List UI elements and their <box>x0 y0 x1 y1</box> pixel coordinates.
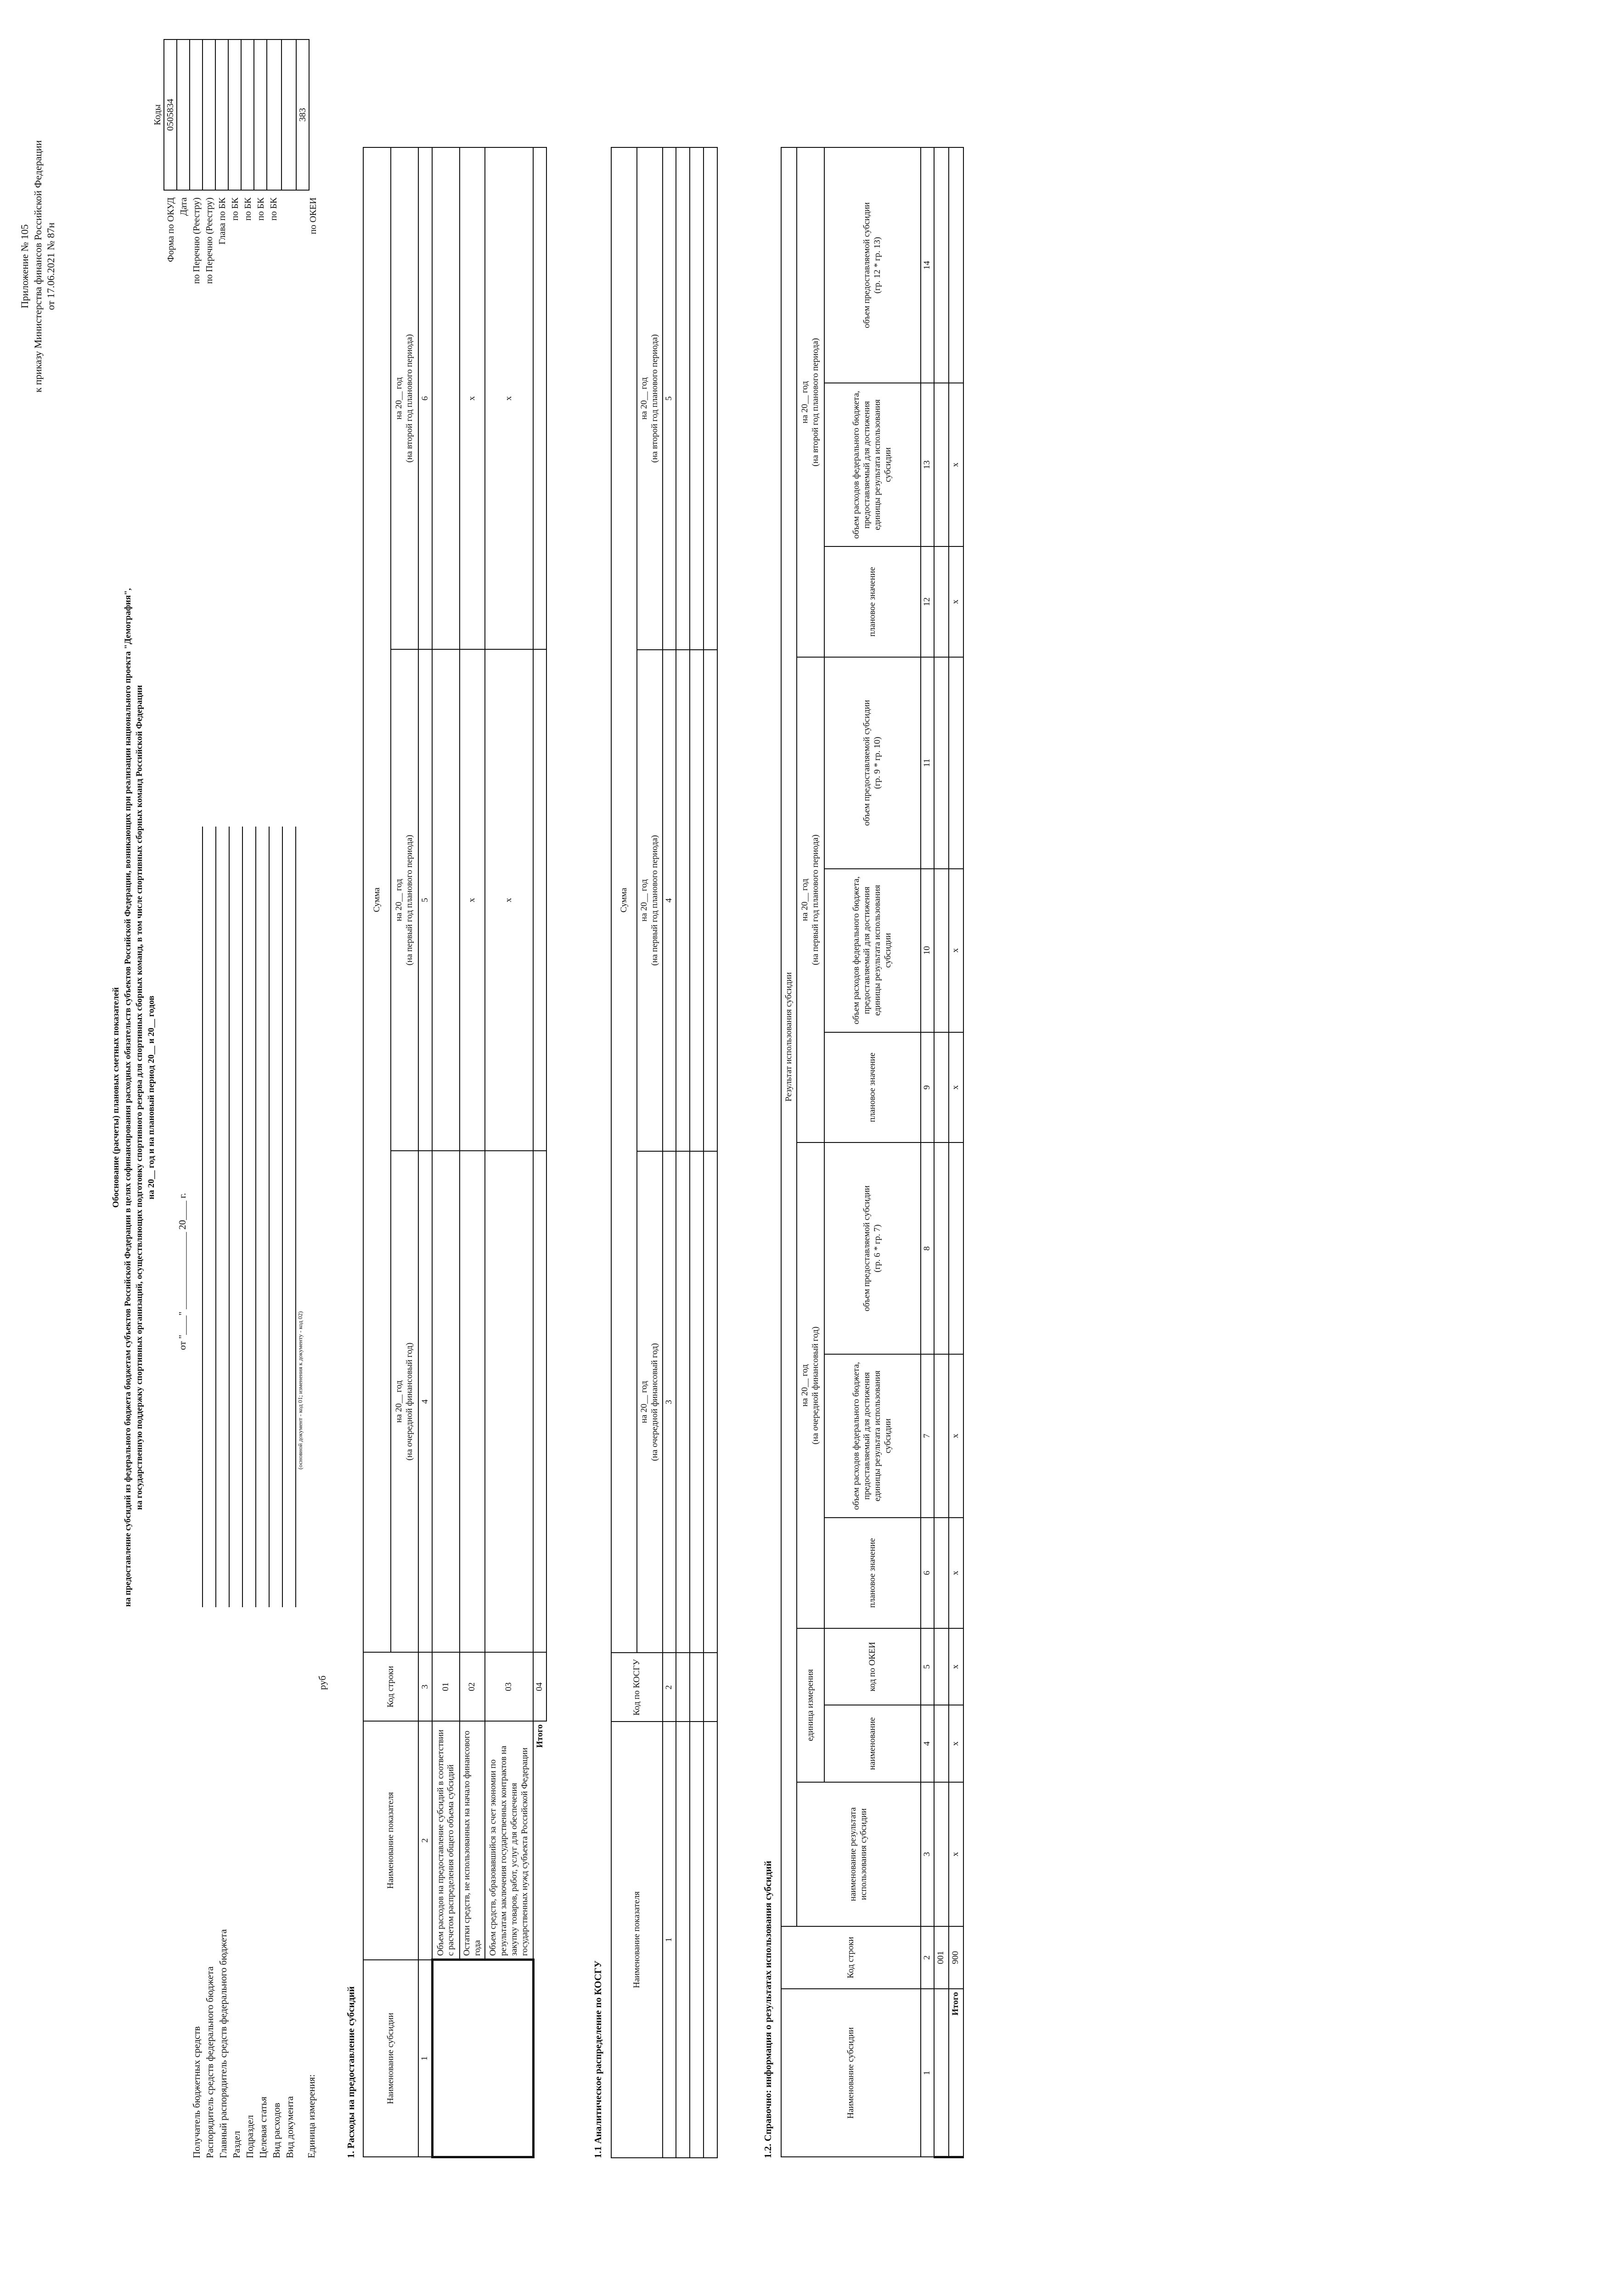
col-number: 2 <box>921 1926 934 1989</box>
result-cell[interactable] <box>934 546 949 657</box>
col-unit-name: наименование <box>824 1705 921 1782</box>
line-code: 001 <box>934 1926 949 1989</box>
indicator-name: Объем средств, образовавшийся за счет экономии по результатам заключения государственных контрактов на закупку товаров, работ, услуг для обеспечения государственных нужд субъекта Российской Федерации <box>485 1721 533 1960</box>
title-line: на предоставление субсидий из федерального бюджета бюджетам субъектов Российской Федерации в целях софинансирования расходных обязательств субъектов Российской Федерации, возникающих при реализации национального проекта "Демография", <box>123 588 133 1607</box>
total-label: Итого <box>949 1989 963 2157</box>
code-label: Дата <box>179 197 189 216</box>
okei-code-cell[interactable]: 383 <box>296 39 309 190</box>
col-cost: объем расходов федерального бюджета, предоставляемый для достижения единицы результата использования субсидии <box>824 1354 921 1518</box>
kosgu-row-cell[interactable] <box>690 147 704 650</box>
code-label: по БК <box>230 197 240 221</box>
code-cell[interactable] <box>190 39 203 190</box>
result-cell[interactable] <box>934 1354 949 1518</box>
result-cell[interactable] <box>934 383 949 546</box>
x-cell: x <box>460 147 485 649</box>
col-cost: объем расходов федерального бюджета, предоставляемый для достижения единицы результата использования субсидии <box>824 383 921 546</box>
header-label: Целевая статья <box>258 2096 269 2158</box>
header-label: Вид документа <box>284 2096 295 2158</box>
value-cell[interactable] <box>485 1151 533 1652</box>
col-number: 2 <box>663 1653 676 1722</box>
col-year2-sub: (на первый год планового периода) <box>405 834 414 966</box>
expense-type-field[interactable] <box>282 827 283 1607</box>
kosgu-row-cell[interactable] <box>704 147 717 650</box>
appendix-line: к приказу Министерства финансов Российской Федерации <box>32 140 44 393</box>
total-cell[interactable] <box>949 657 963 869</box>
total-cell[interactable] <box>533 147 546 649</box>
result-cell[interactable] <box>934 657 949 869</box>
col-year2-label: на 20__ год <box>639 879 649 922</box>
form-sheet <box>18 37 1442 2158</box>
appendix-line: от 17.06.2021 № 87н <box>45 222 57 310</box>
result-cell[interactable] <box>934 1518 949 1628</box>
col-number: 4 <box>921 1705 934 1782</box>
kosgu-row-cell[interactable] <box>676 1653 690 1722</box>
code-cell[interactable] <box>228 39 241 190</box>
kosgu-row-cell[interactable] <box>690 1722 704 2158</box>
col-year3 <box>637 147 663 650</box>
total-cell[interactable] <box>533 1151 546 1652</box>
x-cell: x <box>949 383 963 546</box>
line-code: 02 <box>460 1652 485 1721</box>
x-cell: x <box>949 1032 963 1143</box>
indicator-name: Объем расходов на предоставление субсидий в соответствии с расчетом распределения общего объема субсидий <box>432 1721 460 1960</box>
total-cell[interactable] <box>949 1142 963 1354</box>
code-label-okei: по ОКЕИ <box>308 197 318 235</box>
kosgu-row-cell[interactable] <box>704 650 717 1151</box>
x-cell: x <box>485 147 533 649</box>
section11-table <box>611 147 718 2158</box>
col-number: 12 <box>921 546 934 657</box>
code-label: Форма по ОКУД <box>166 197 176 262</box>
col-unit: единица измерения <box>797 1628 824 1782</box>
col-number: 3 <box>663 1151 676 1653</box>
col-number: 11 <box>921 657 934 869</box>
col-year1 <box>637 1151 663 1653</box>
kosgu-row-cell[interactable] <box>676 1151 690 1653</box>
code-label: по БК <box>269 197 279 221</box>
kosgu-row-cell[interactable] <box>676 147 690 650</box>
kosgu-row-cell[interactable] <box>676 1722 690 2158</box>
col-subsidy-name: Наименование субсидии <box>363 1960 418 2157</box>
header-label: Распорядитель средств федерального бюджета <box>204 1966 215 2158</box>
col-volume-formula: (гр. 9 * гр. 10) <box>873 737 882 789</box>
col-year2-sub: (на первый год планового периода) <box>811 834 820 965</box>
col-volume-formula: (гр. 12 * гр. 13) <box>873 236 882 294</box>
col-year2 <box>391 649 418 1151</box>
col-number: 4 <box>418 1151 432 1652</box>
x-cell: x <box>949 546 963 657</box>
col-number: 10 <box>921 869 934 1032</box>
col-year3-sub: (на второй год планового периода) <box>811 338 820 467</box>
col-volume <box>824 657 921 869</box>
col-number: 1 <box>418 1960 432 2157</box>
col-year1-label: на 20__ год <box>800 1364 810 1407</box>
col-volume <box>824 147 921 383</box>
result-cell[interactable] <box>934 1628 949 1705</box>
result-cell[interactable] <box>934 1705 949 1782</box>
col-year2-label: на 20__ год <box>394 879 404 922</box>
result-cell[interactable] <box>934 1782 949 1926</box>
code-label: по БК <box>256 197 266 221</box>
header-label: Главный распорядитель средств федерального бюджета <box>218 1929 229 2158</box>
code-label: по БК <box>243 197 253 221</box>
total-code: 900 <box>949 1926 963 1989</box>
col-year2 <box>637 650 663 1151</box>
col-number: 6 <box>418 147 432 649</box>
code-label: по Перечню (Реестру) <box>191 197 202 284</box>
x-cell: x <box>485 649 533 1151</box>
kosgu-row-cell[interactable] <box>704 1722 717 2158</box>
section1-table <box>363 147 547 2158</box>
col-sum: Сумма <box>363 147 391 1652</box>
col-kosgu: Код по КОСГУ <box>611 1653 663 1722</box>
x-cell: x <box>949 1628 963 1705</box>
document-type-field[interactable] <box>295 827 296 1607</box>
subsidy-name-cell[interactable] <box>934 1989 949 2157</box>
col-line-code: Код строки <box>363 1652 418 1721</box>
section1-title: 1. Расходы на предоставление субсидий <box>345 1986 356 2158</box>
col-number: 13 <box>921 383 934 546</box>
subsidy-name-cell[interactable] <box>432 1960 533 2157</box>
col-sum: Сумма <box>611 147 637 1653</box>
col-number: 14 <box>921 147 934 383</box>
col-year3-label: на 20__ год <box>639 377 649 420</box>
kosgu-row-cell[interactable] <box>690 1653 704 1722</box>
code-cell[interactable] <box>282 39 296 190</box>
col-result: Результат использования субсидии <box>781 147 797 1926</box>
col-year3-label: на 20__ год <box>800 381 810 423</box>
title-line: Обоснование (расчеты) плановых сметных показателей <box>111 987 121 1208</box>
code-cell[interactable] <box>254 39 267 190</box>
col-year1-label: на 20__ год <box>639 1381 649 1424</box>
col-year1-sub: (на очередной финансовый год) <box>650 1343 659 1461</box>
x-cell: x <box>949 1782 963 1926</box>
col-number: 6 <box>921 1518 934 1628</box>
col-year3-label: на 20__ год <box>394 377 404 420</box>
col-number: 5 <box>921 1628 934 1705</box>
kosgu-row-cell[interactable] <box>676 650 690 1151</box>
date-line: от "____" ________________ 20____ г. <box>177 1193 188 1350</box>
col-year1-label: на 20__ год <box>394 1380 404 1423</box>
x-cell: x <box>949 1518 963 1628</box>
col-number: 4 <box>663 650 676 1151</box>
result-cell[interactable] <box>934 1142 949 1354</box>
doc-type-note: (основной документ - код 01; изменения к документу - код 02) <box>297 1311 304 1469</box>
col-cost: объем расходов федерального бюджета, предоставляемый для достижения единицы результата использования субсидии <box>824 869 921 1032</box>
line-code: 03 <box>485 1652 533 1721</box>
col-year2 <box>797 657 824 1142</box>
header-label: Подраздел <box>244 2115 255 2158</box>
section12-title: 1.2. Справочно: информация о результатах использования субсидий <box>762 1861 773 2158</box>
code-cell[interactable] <box>267 39 282 190</box>
x-cell: x <box>949 869 963 1032</box>
header-label: Раздел <box>231 2131 242 2158</box>
empty-cell <box>533 1960 546 2157</box>
col-volume-formula: (гр. 6 * гр. 7) <box>873 1224 882 1272</box>
codes-header: Коды <box>152 104 163 125</box>
target-article-field[interactable] <box>269 827 270 1607</box>
code-labels <box>164 197 320 413</box>
section12-table <box>781 147 964 2158</box>
line-code: 01 <box>432 1652 460 1721</box>
appendix-note <box>18 37 58 496</box>
col-year1 <box>797 1142 824 1628</box>
code-cell[interactable] <box>241 39 254 190</box>
result-cell[interactable] <box>934 147 949 383</box>
code-cell[interactable] <box>203 39 215 190</box>
unit-value: руб <box>317 1675 328 1690</box>
col-indicator: Наименование показателя <box>611 1722 663 2158</box>
title-line: на 20__ год и на плановый период 20__ и 20__ годов <box>146 996 156 1199</box>
chief-distributor-field[interactable] <box>229 827 230 1607</box>
col-indicator: Наименование показателя <box>363 1721 418 1960</box>
value-cell[interactable] <box>432 147 460 649</box>
col-year2-label: на 20__ год <box>800 878 810 921</box>
col-year2-sub: (на первый год планового периода) <box>650 835 659 966</box>
col-volume-label: объем предоставляемой субсидии <box>862 700 872 826</box>
code-cell[interactable] <box>215 39 228 190</box>
col-volume-label: объем предоставляемой субсидии <box>862 202 872 328</box>
col-line-code: Код строки <box>781 1926 921 1989</box>
distributor-field[interactable] <box>215 827 216 1607</box>
section11-title: 1.1 Аналитическое распределение по КОСГУ <box>592 1960 603 2158</box>
kosgu-row-cell[interactable] <box>690 1151 704 1653</box>
total-cell[interactable] <box>533 649 546 1151</box>
col-number: 1 <box>663 1722 676 2158</box>
col-result-name: наименование результата использования субсидии <box>797 1782 921 1926</box>
col-number: 5 <box>418 649 432 1151</box>
total-code: 04 <box>533 1652 546 1721</box>
indicator-name: Остатки средств, не использованных на начало финансового года <box>460 1721 485 1960</box>
recipient-field[interactable] <box>202 827 203 1607</box>
col-year3-sub: (на второй год планового периода) <box>650 334 659 463</box>
value-cell[interactable] <box>432 1151 460 1652</box>
col-number: 1 <box>921 1989 934 2157</box>
x-cell: x <box>460 649 485 1151</box>
result-cell[interactable] <box>934 869 949 1032</box>
form-code-cell[interactable]: 0505834 <box>164 39 177 190</box>
value-cell[interactable] <box>460 1151 485 1652</box>
header-labels <box>177 1607 318 2158</box>
unit-label: Единица измерения: <box>306 2074 317 2158</box>
code-label: Глава по БК <box>217 197 227 245</box>
result-cell[interactable] <box>934 1032 949 1143</box>
date-code-cell[interactable] <box>177 39 190 190</box>
header-label: Получатель бюджетных средств <box>191 2026 202 2158</box>
x-cell: x <box>949 1705 963 1782</box>
form-title <box>110 37 158 2158</box>
title-line: на государственную поддержку спортивных организаций, осуществляющих подготовку спортивного резерва для спортивных сборных команд, в том числе спортивных сборных команд Российской Федерации <box>135 685 145 1510</box>
col-number: 5 <box>663 147 676 650</box>
col-year3-sub: (на второй год планового периода) <box>405 334 414 463</box>
col-year3 <box>797 147 824 657</box>
col-year1 <box>391 1151 418 1652</box>
header-label: Вид расходов <box>271 2103 282 2158</box>
col-year1-sub: (на очередной финансовый год) <box>405 1342 414 1461</box>
kosgu-row-cell[interactable] <box>704 1151 717 1653</box>
col-plan: плановое значение <box>824 546 921 657</box>
col-number: 7 <box>921 1354 934 1518</box>
appendix-line: Приложение № 105 <box>19 224 30 309</box>
col-number: 9 <box>921 1032 934 1143</box>
kosgu-row-cell[interactable] <box>704 1653 717 1722</box>
col-number: 3 <box>921 1782 934 1926</box>
code-label: по Перечню (Реестру) <box>204 197 214 284</box>
col-volume <box>824 1142 921 1354</box>
col-year3 <box>391 147 418 649</box>
value-cell[interactable] <box>432 649 460 1151</box>
col-year1-sub: (на очередной финансовый год) <box>811 1326 820 1445</box>
x-cell: x <box>949 1354 963 1518</box>
col-volume-label: объем предоставляемой субсидии <box>862 1185 872 1311</box>
col-number: 3 <box>418 1652 432 1721</box>
col-subsidy-name: Наименование субсидии <box>781 1989 921 2157</box>
col-plan: плановое значение <box>824 1032 921 1143</box>
total-cell[interactable] <box>949 147 963 383</box>
subsection-field[interactable] <box>255 827 256 1607</box>
codes-table <box>152 39 310 191</box>
col-number: 2 <box>418 1721 432 1960</box>
section-field[interactable] <box>242 827 243 1607</box>
col-plan: плановое значение <box>824 1518 921 1628</box>
kosgu-row-cell[interactable] <box>690 650 704 1151</box>
total-label: Итого <box>535 1724 545 1748</box>
col-unit-okei: код по ОКЕИ <box>824 1628 921 1705</box>
col-number: 8 <box>921 1142 934 1354</box>
